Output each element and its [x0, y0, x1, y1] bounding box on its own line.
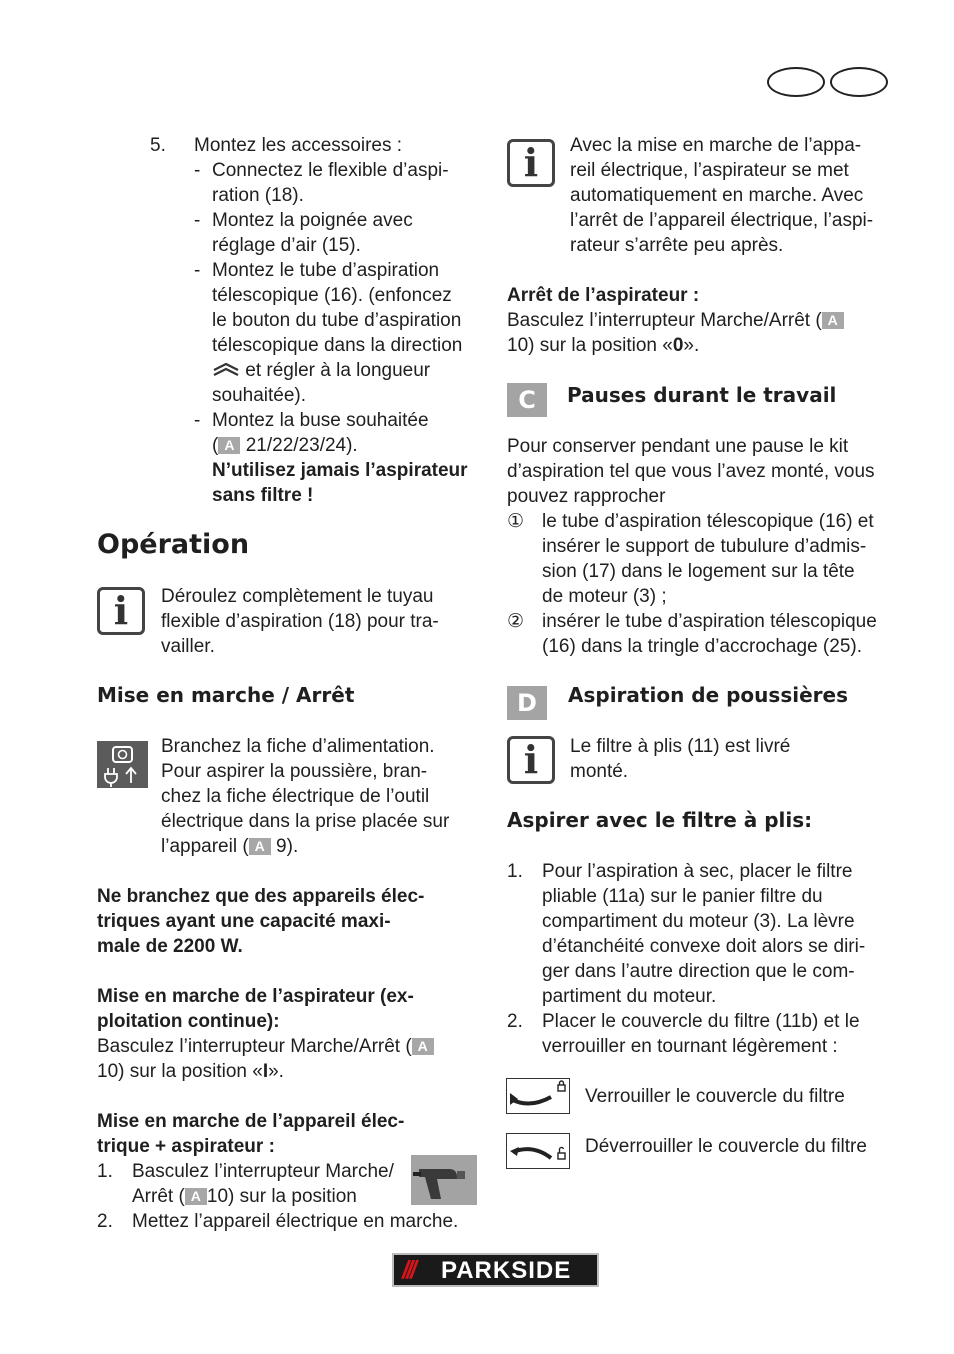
text-line: Mettez l’appareil électrique en marche. — [132, 1211, 459, 1232]
text-line: vailler. — [161, 636, 215, 657]
plug-socket-icon — [97, 741, 148, 788]
accessory-item — [194, 258, 484, 408]
info-icon: i — [507, 139, 555, 187]
step-5-text: Montez les accessoires : — [194, 135, 403, 156]
text-line: chez la fiche électrique de l’outil — [161, 786, 430, 807]
text-line: rateur s’arrête peu après. — [570, 235, 784, 256]
text-line: pliable (11a) sur le panier filtre du — [542, 886, 823, 907]
list-item — [97, 1209, 487, 1234]
power-drill-icon — [411, 1155, 477, 1205]
info-icon: i — [97, 587, 145, 635]
subheading-line: ploitation continue): — [97, 1011, 280, 1032]
text-line — [507, 333, 897, 358]
language-oval-left — [767, 67, 825, 97]
subheading-line: trique + aspirateur : — [97, 1136, 275, 1157]
list-number: 2. — [507, 1011, 523, 1032]
accessory-item — [194, 158, 484, 208]
accessory-line: Montez la poignée avec — [212, 210, 413, 231]
list-item — [507, 859, 907, 1009]
accessory-line: souhaitée). — [212, 385, 307, 406]
lock-cover-text: Verrouiller le couvercle du filtre — [585, 1086, 845, 1107]
text-line: Placer le couvercle du filtre (11b) et le — [542, 1011, 860, 1032]
accessory-line: réglage d’air (15). — [212, 235, 361, 256]
text-line: d’aspiration tel que vous l’avez monté, vous — [507, 461, 875, 482]
section-title-dust: Aspiration de poussières — [568, 683, 848, 707]
text-line: Basculez l’interrupteur Marche/ — [132, 1161, 394, 1182]
text-fragment: ». — [268, 1061, 284, 1082]
unlock-cover-icon — [506, 1133, 570, 1169]
logo-stripes: /// — [402, 1256, 414, 1284]
warning-line: sans filtre ! — [212, 485, 314, 506]
continuous-operation — [97, 984, 487, 1084]
accessory-list — [194, 158, 484, 508]
text-line: l’arrêt de l’appareil électrique, l’aspi- — [570, 210, 874, 231]
text-line: monté. — [570, 761, 629, 782]
text-line: male de 2200 W. — [97, 936, 243, 957]
text-line: (16) dans la tringle d’accrochage (25). — [542, 636, 863, 657]
plug-instructions — [161, 734, 481, 859]
text-line: Ne branchez que des appareils élec- — [97, 886, 425, 907]
accessory-line: le bouton du tube d’aspiration — [212, 310, 462, 331]
info-icon: i — [507, 736, 555, 784]
text-line: Le filtre à plis (11) est livré — [570, 736, 791, 757]
text-line: ger dans l’autre direction que le com- — [542, 961, 855, 982]
section-badge-d: D — [507, 686, 547, 720]
accessory-item — [194, 208, 484, 258]
accessory-line-text: et régler à la longueur — [240, 360, 431, 381]
step-5-number: 5. — [150, 135, 166, 156]
section-badge-c: C — [507, 383, 547, 417]
figure-badge: A — [412, 1038, 434, 1055]
text-fragment: Basculez l’interrupteur Marche/Arrêt ( — [97, 1036, 412, 1057]
accessory-line: ( A 21/22/23/24). — [212, 435, 358, 456]
pleat-filter-steps — [507, 859, 907, 1059]
list-item — [507, 509, 907, 609]
stop-vacuum — [507, 283, 897, 358]
language-oval-right — [830, 67, 888, 97]
unlock-cover-text: Déverrouiller le couvercle du filtre — [585, 1136, 867, 1157]
dash-marker: - — [194, 410, 201, 431]
text-line: automatiquement en marche. Avec — [570, 185, 864, 206]
pause-instructions — [507, 434, 907, 659]
text-line — [161, 834, 481, 859]
logo-brand-text: PARKSIDE — [441, 1257, 572, 1284]
list-number: 1. — [97, 1161, 113, 1182]
text-line — [507, 308, 897, 333]
text-fragment: 10) sur la position « — [97, 1061, 263, 1082]
section-title-pauses: Pauses durant le travail — [567, 383, 837, 407]
dash-marker: - — [194, 210, 201, 231]
text-line: d’étanchéité convexe doit alors se diri- — [542, 936, 866, 957]
accessory-line: télescopique dans la direction — [212, 335, 463, 356]
text-line: compartiment du moteur (3). La lèvre — [542, 911, 855, 932]
subheading-line: Arrêt de l’aspirateur : — [507, 285, 700, 306]
accessory-line-text: 21/22/23/24). — [245, 435, 358, 456]
section-title-pleat-filter: Aspirer avec le filtre à plis: — [507, 808, 813, 832]
accessory-line: Connectez le flexible d’aspi- — [212, 160, 449, 181]
list-item — [507, 609, 907, 659]
text-line: insérer le tube d’aspiration télescopique — [542, 611, 877, 632]
text-fragment: 10) sur la position — [206, 1186, 357, 1207]
list-item — [507, 1009, 907, 1059]
figure-badge: A — [822, 312, 844, 329]
text-line: Pour conserver pendant une pause le kit — [507, 436, 849, 457]
section-title-on-off: Mise en marche / Arrêt — [97, 683, 355, 707]
figure-badge: A — [218, 437, 240, 454]
dash-marker: - — [194, 160, 201, 181]
list-number: 1. — [507, 861, 523, 882]
text-fragment: 9). — [270, 836, 299, 857]
text-line: électrique dans la prise placée sur — [161, 811, 450, 832]
info-filter-installed — [570, 734, 890, 784]
subheading-line: Mise en marche de l’appareil élec- — [97, 1111, 405, 1132]
text-line: de moteur (3) ; — [542, 586, 667, 607]
subheading-line: Mise en marche de l’aspirateur (ex- — [97, 986, 414, 1007]
text-line: sion (17) dans le logement sur la tête — [542, 561, 855, 582]
text-line: triques ayant une capacité maxi- — [97, 911, 391, 932]
list-number: ① — [507, 511, 525, 532]
accessory-line: Montez le tube d’aspiration — [212, 260, 440, 281]
text-fragment: Arrêt ( — [132, 1186, 185, 1207]
switch-position: 0 — [672, 335, 684, 356]
accessory-line: télescopique (16). (enfoncez — [212, 285, 452, 306]
accessory-item — [194, 408, 484, 508]
lock-cover-icon — [506, 1078, 570, 1114]
text-line: verrouiller en tournant légèrement : — [542, 1036, 838, 1057]
text-line: le tube d’aspiration télescopique (16) et — [542, 511, 874, 532]
accessory-line — [212, 358, 484, 383]
text-line — [97, 1059, 487, 1084]
text-line — [97, 1034, 487, 1059]
text-line: pouvez rapprocher — [507, 486, 666, 507]
warning-line: N’utilisez jamais l’aspirateur — [212, 460, 468, 481]
text-fragment: 10) sur la position « — [507, 335, 673, 356]
info-unroll-hose — [161, 584, 481, 659]
text-fragment: ». — [683, 335, 700, 356]
info-auto-start — [570, 133, 900, 258]
text-fragment: l’appareil ( — [161, 836, 249, 857]
text-line: Déroulez complètement le tuyau — [161, 586, 434, 607]
chevrons-up-icon — [212, 362, 240, 376]
text-fragment: Basculez l’interrupteur Marche/Arrêt ( — [507, 310, 822, 331]
dash-marker: - — [194, 260, 201, 281]
accessory-line: ration (18). — [212, 185, 304, 206]
figure-badge: A — [249, 838, 271, 855]
text-line: Branchez la fiche d’alimentation. — [161, 736, 435, 757]
text-line: Pour aspirer la poussière, bran- — [161, 761, 428, 782]
section-title-operation: Opération — [97, 529, 250, 560]
accessory-line: Montez la buse souhaitée — [212, 410, 429, 431]
parkside-logo — [392, 1253, 599, 1287]
list-number: 2. — [97, 1211, 113, 1232]
switch-position: I — [262, 1061, 269, 1082]
text-line: reil électrique, l’aspirateur se met — [570, 160, 849, 181]
text-line: insérer le support de tubulure d’admis- — [542, 536, 867, 557]
power-warning — [97, 884, 487, 959]
figure-badge: A — [185, 1188, 207, 1205]
text-line: Avec la mise en marche de l’appa- — [570, 135, 862, 156]
list-number: ② — [507, 611, 525, 632]
text-line: Pour l’aspiration à sec, placer le filtre — [542, 861, 853, 882]
text-line: flexible d’aspiration (18) pour tra- — [161, 611, 439, 632]
text-line: partiment du moteur. — [542, 986, 717, 1007]
